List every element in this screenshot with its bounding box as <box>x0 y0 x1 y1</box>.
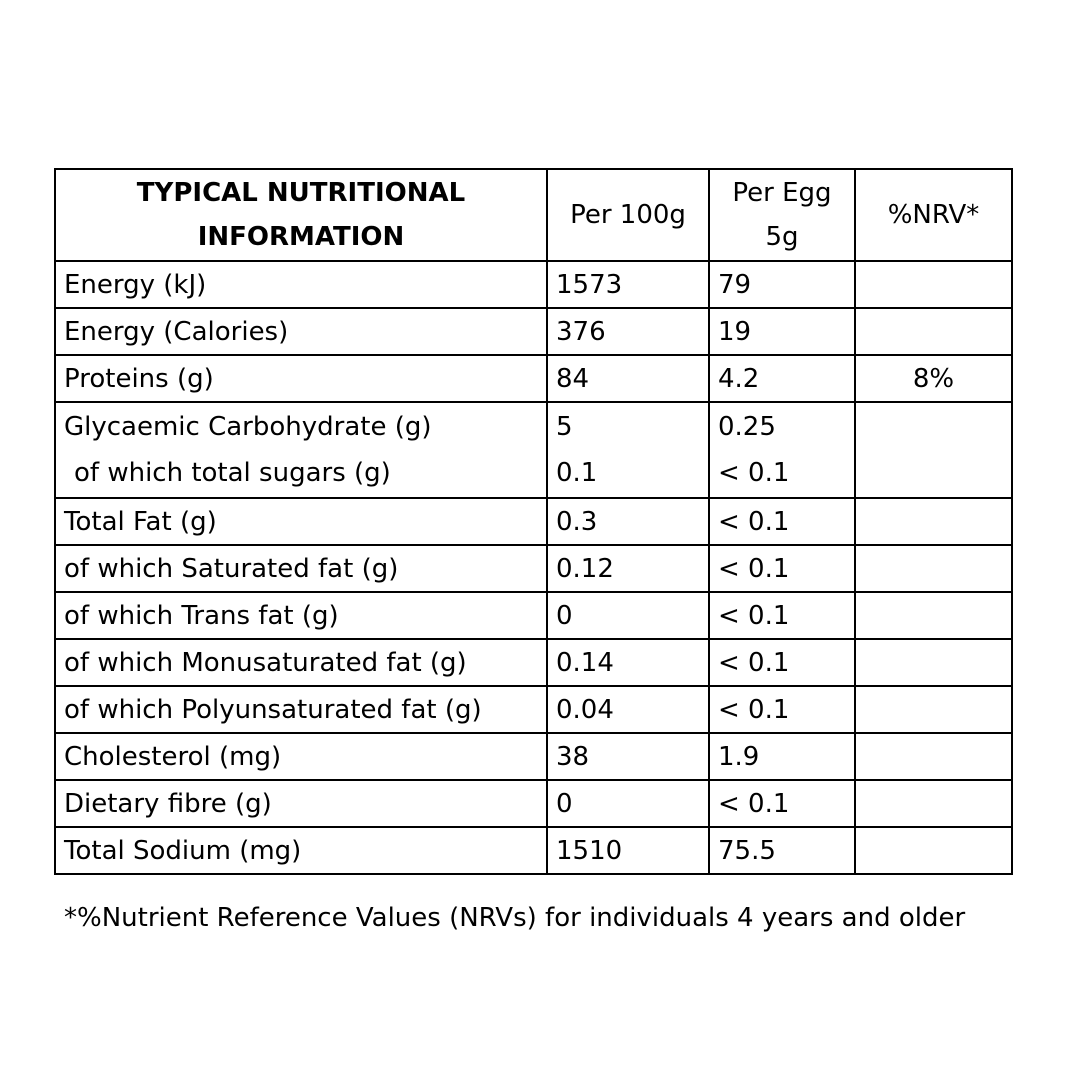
nutrient-name: Cholesterol (mg) <box>55 733 547 780</box>
table-row <box>55 355 1012 402</box>
value-per-egg: 4.2 <box>709 355 855 402</box>
nutrition-table <box>54 168 1013 875</box>
value-per-100g: 1510 <box>547 827 709 874</box>
value-main: 0.25 <box>718 412 776 442</box>
value-per-100g <box>547 402 709 498</box>
value-nrv <box>855 733 1012 780</box>
nutrient-main-label: Glycaemic Carbohydrate (g) <box>64 412 432 442</box>
value-nrv <box>855 686 1012 733</box>
nutrient-name: Total Sodium (mg) <box>55 827 547 874</box>
header-row <box>55 169 1012 261</box>
nutrient-name: Proteins (g) <box>55 355 547 402</box>
value-nrv <box>855 308 1012 355</box>
value-per-egg: 79 <box>709 261 855 308</box>
value-per-100g: 0.04 <box>547 686 709 733</box>
value-per-egg: 19 <box>709 308 855 355</box>
nutrient-name: Total Fat (g) <box>55 498 547 545</box>
header-nutrient: TYPICAL NUTRITIONAL INFORMATION <box>55 169 547 261</box>
value-per-100g: 38 <box>547 733 709 780</box>
value-nrv: 8% <box>855 355 1012 402</box>
value-per-egg: 75.5 <box>709 827 855 874</box>
value-sub: < 0.1 <box>718 458 790 488</box>
nrv-footnote: *%Nutrient Reference Values (NRVs) for individuals 4 years and older <box>64 903 966 933</box>
value-per-100g: 84 <box>547 355 709 402</box>
value-per-egg <box>709 402 855 498</box>
value-per-100g: 0.12 <box>547 545 709 592</box>
table-row <box>55 261 1012 308</box>
value-per-egg: < 0.1 <box>709 545 855 592</box>
nutrient-name: of which Saturated fat (g) <box>55 545 547 592</box>
value-nrv <box>855 402 1012 498</box>
nutrient-name: of which Trans fat (g) <box>55 592 547 639</box>
header-per-egg: Per Egg 5g <box>709 169 855 261</box>
table-row <box>55 733 1012 780</box>
value-per-egg: < 0.1 <box>709 639 855 686</box>
table-row <box>55 780 1012 827</box>
table-row <box>55 827 1012 874</box>
value-per-egg: 1.9 <box>709 733 855 780</box>
nutrient-sub-label: of which total sugars (g) <box>74 458 391 488</box>
value-nrv <box>855 639 1012 686</box>
value-nrv <box>855 545 1012 592</box>
header-nrv: %NRV* <box>855 169 1012 261</box>
table-row <box>55 592 1012 639</box>
value-per-100g: 0 <box>547 592 709 639</box>
value-nrv <box>855 261 1012 308</box>
table-row <box>55 308 1012 355</box>
header-per-100g: Per 100g <box>547 169 709 261</box>
value-per-egg: < 0.1 <box>709 780 855 827</box>
value-per-egg: < 0.1 <box>709 498 855 545</box>
nutrient-name: of which Monusaturated fat (g) <box>55 639 547 686</box>
nutrient-name: Energy (kJ) <box>55 261 547 308</box>
value-sub: 0.1 <box>556 458 598 488</box>
table-row <box>55 639 1012 686</box>
table-row <box>55 686 1012 733</box>
value-nrv <box>855 498 1012 545</box>
value-per-100g: 1573 <box>547 261 709 308</box>
nutrient-name: of which Polyunsaturated fat (g) <box>55 686 547 733</box>
value-per-100g: 0.14 <box>547 639 709 686</box>
value-per-egg: < 0.1 <box>709 592 855 639</box>
table-row <box>55 402 1012 498</box>
table-row <box>55 545 1012 592</box>
value-main: 5 <box>556 412 573 442</box>
value-nrv <box>855 827 1012 874</box>
nutrient-name: Dietary fibre (g) <box>55 780 547 827</box>
value-per-egg: < 0.1 <box>709 686 855 733</box>
value-per-100g: 376 <box>547 308 709 355</box>
nutrient-name <box>55 402 547 498</box>
nutrient-name: Energy (Calories) <box>55 308 547 355</box>
value-nrv <box>855 592 1012 639</box>
value-per-100g: 0 <box>547 780 709 827</box>
value-nrv <box>855 780 1012 827</box>
table-row <box>55 498 1012 545</box>
value-per-100g: 0.3 <box>547 498 709 545</box>
